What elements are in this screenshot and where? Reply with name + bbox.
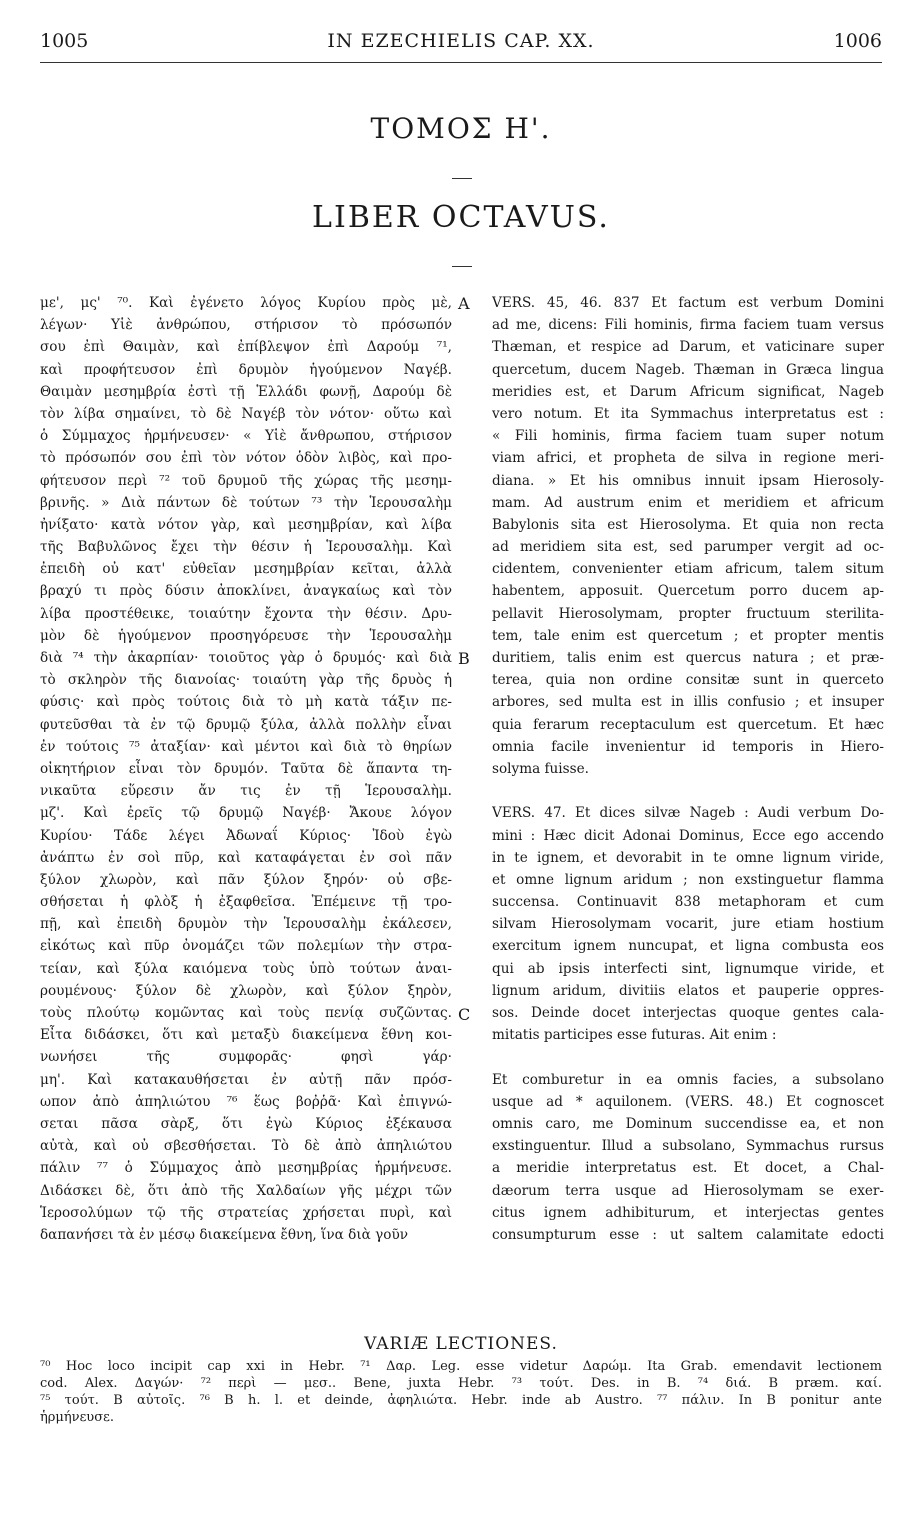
greek-text-line: σθήσεται ἡ φλὸξ ἡ ἐξαφθεῖσα. Ἐπέμεινε τῇ τρο- [40, 894, 452, 911]
latin-text-line: ad meridiem sita est, sed parumper vergit ad oc- [492, 539, 884, 556]
latin-text-line: tem, tale enim est quercetum ; et propter mentis [492, 627, 884, 644]
greek-text-line: οἰκητήριον εἶναι τὸν δρυμόν. Ταῦτα δὲ ἅπαντα τη- [40, 760, 452, 777]
latin-text-line: lignum aridum, divitiis elatos et pauperie oppres- [492, 982, 884, 999]
note-line: ⁷⁵ τούτ. B αὐτοῖς. ⁷⁶ B h. l. et deinde, ἀφηλιώτα. Hebr. inde ab Austro. ⁷⁷ πάλιν. In B ponitur ante [40, 1393, 882, 1408]
latin-column [492, 292, 884, 1246]
latin-text-line: omnis caro, me Dominum succendisse ea, et non [492, 1115, 884, 1132]
greek-text-line: διὰ ⁷⁴ τὴν ἀκαρπίαν· τοιοῦτος γὰρ ὁ δρυμός· καὶ διὰ [40, 650, 452, 666]
greek-text-line: αὐτὰ, καὶ οὐ σβεσθήσεται. Τὸ δὲ ἀπὸ ἀπηλιώτου [40, 1138, 452, 1155]
latin-paragraph-1 [492, 292, 884, 780]
liber-heading: LIBER OCTAVUS. [312, 200, 610, 235]
latin-text-line: quercetum, ducem Nageb. Thæman in Græca lingua [492, 361, 884, 378]
latin-text-line: meridies est, et Darum Africum significat, Nageb [492, 383, 884, 400]
margin-letter-b: B [458, 649, 470, 668]
latin-text-line: exstinguentur. Illud a subsolano, Symmachus rursus [492, 1138, 884, 1155]
latin-text-line: succensa. Continuavit 838 metaphoram et cum [492, 894, 884, 911]
latin-text-line: a meridie interpretatus est. Et docet, a Chal- [492, 1160, 884, 1177]
latin-text-line: solyma fuisse. [492, 760, 589, 777]
greek-text-line: ρουμένους· ξύλον δὲ χλωρὸν, καὶ ξύλον ξηρὸν, [40, 982, 452, 999]
latin-text-line: vero notum. Et ita Symmachus interpretatus est : [492, 405, 884, 422]
greek-text-line: ωπον ἀπὸ ἀπηλιώτου ⁷⁶ ἕως βοῤῥᾶ· Καὶ ἐπιγνώ- [40, 1093, 452, 1110]
latin-text-line: mam. Ad austrum enim et meridiem et africum [492, 494, 884, 511]
greek-text-line: τῆς Βαβυλῶνος ἔχει τὴν θέσιν ἡ Ἱερουσαλὴμ. Καὶ [40, 539, 452, 556]
greek-text-line: Ἱεροσολύμων τῷ τῆς στρατείας χρήσεται πυρὶ, καὶ [40, 1204, 452, 1221]
latin-text-line: VERS. 45, 46. 837 Et factum est verbum Domini [492, 295, 884, 311]
latin-text-line: mitatis participes esse futuras. Ait enim : [492, 1027, 777, 1044]
note-line: ἡρμήνευσε. [40, 1410, 114, 1425]
greek-text-line: ξύλον χλωρὸν, καὶ πᾶν ξύλον ξηρόν· οὐ σβε- [40, 871, 452, 888]
latin-text-line: terea, quia non ordine consitæ sunt in querceto [492, 672, 884, 689]
latin-text-line: consumpturum esse : ut saltem calamitate edocti [492, 1226, 884, 1243]
latin-text-line: « Fili hominis, firma faciem tuam super notum [492, 428, 884, 445]
variae-lectiones-notes [40, 1358, 882, 1426]
greek-text-line: μζ'. Καὶ ἐρεῖς τῷ δρυμῷ Ναγέβ· Ἄκουε λόγον [40, 805, 452, 822]
greek-text-line: λέγων· Υἱὲ ἀνθρώπου, στήρισον τὸ πρόσωπόν [40, 317, 452, 334]
separator-dash [452, 178, 472, 179]
latin-text-line: dæorum terra usque ad Hierosolymam se exer- [492, 1182, 884, 1199]
latin-text-line: citus ignem adhibiturum, et interjectas gentes [492, 1204, 884, 1221]
greek-text-line: φήτευσον περὶ ⁷² τοῦ δρυμοῦ τῆς χώρας τῆς μεσημ- [40, 472, 452, 489]
latin-text-line: Babylonis sita est Hierosolyma. Et quia non recta [492, 516, 884, 533]
greek-text-line: ἐπειδὴ οὐ κατ' εὐθεῖαν μεσημβρίαν κεῖται, ἀλλὰ [40, 561, 452, 578]
greek-text-line: καὶ προφήτευσον ἐπὶ δρυμὸν ἡγούμενον Ναγέβ. [40, 361, 452, 378]
greek-text-line: με', μς' ⁷⁰. Καὶ ἐγένετο λόγος Κυρίου πρὸς μὲ, [40, 295, 452, 311]
latin-text-line: in te ignem, et devorabit in te omne lignum viride, [492, 849, 884, 866]
greek-text-line: ὁ Σύμμαχος ἡρμήνευσεν· « Υἱὲ ἄνθρωπου, στήρισον [40, 428, 452, 445]
page-number-left: 1005 [40, 30, 89, 52]
note-line: ⁷⁰ Hoc loco incipit cap xxi in Hebr. ⁷¹ Δαρ. Leg. esse videtur Δαρώμ. Ita Grab. emendavit lectionem [40, 1359, 882, 1374]
latin-text-line: sos. Deinde docet interjectas quoque gentes cala- [492, 1005, 884, 1021]
greek-text-line: τοὺς πλούτῳ κομῶντας καὶ τοὺς πενίᾳ συζῶντας. [40, 1005, 452, 1021]
greek-text-line: φυτεῦσθαι τὰ ἐν τῷ δρυμῷ ξύλα, ἀλλὰ πολλὴν εἶναι [40, 716, 452, 733]
greek-text-line: πῇ, καὶ ἐπειδὴ δρυμὸν τὴν Ἱερουσαλὴμ ἐκάλεσεν, [40, 916, 452, 933]
latin-text-line: Thæman, et respice ad Darum, et vaticinare super [492, 339, 884, 356]
latin-text-line: diana. » Et his omnibus innuit ipsam Hierosoly- [492, 472, 884, 489]
greek-text-line: τείαν, καὶ ξύλα καιόμενα τοὺς ὑπὸ τούτων ἀναι- [40, 960, 452, 977]
latin-paragraph-3 [492, 1069, 884, 1247]
greek-text-line: εἰκότως καὶ πῦρ ὀνομάζει τῶν πολεμίων τὴν στρα- [40, 938, 452, 955]
greek-text-line: Εἶτα διδάσκει, ὅτι καὶ μεταξὺ διακείμενα ἔθνη κοι- [40, 1027, 452, 1044]
greek-text-line: πάλιν ⁷⁷ ὁ Σύμμαχος ἀπὸ μεσημβρίας ἡρμήνευσε. [40, 1160, 452, 1177]
greek-text-line: μη'. Καὶ κατακαυθήσεται ἐν αὐτῇ πᾶν πρόσ- [40, 1071, 452, 1088]
note-line: cod. Alex. Δαγών· ⁷² περὶ — μεσ.. Bene, juxta Hebr. ⁷³ τούτ. Des. in B. ⁷⁴ διά. B præm. καί. [40, 1376, 882, 1391]
latin-paragraph-2 [492, 802, 884, 1046]
variae-lectiones-title: VARIÆ LECTIONES. [364, 1334, 558, 1354]
latin-text-line: duritiem, talis enim est quercus natura ; et præ- [492, 650, 884, 666]
latin-text-line: qui ab ipsis interfecti sint, lignumque viride, et [492, 960, 884, 977]
greek-text-line: τὸ πρόσωπόν σου ἐπὶ τὸν νότον ὁδὸν λιβὸς, καὶ προ- [40, 450, 452, 467]
latin-text-line: exercitum ignem nuncupat, et ligna combusta eos [492, 938, 884, 955]
greek-text-line: βραχύ τι πρὸς δύσιν ἀποκλίνει, ἀναγκαίως καὶ τὸν [40, 583, 452, 600]
greek-text-line: λίβα προστέθεικε, τοιαύτην ἔχοντα τὴν θέσιν. Δρυ- [40, 605, 452, 622]
greek-text-line: βρινῆς. » Διὰ πάντων δὲ τούτων ⁷³ τὴν Ἱερουσαλὴμ [40, 494, 452, 511]
latin-text-line: VERS. 47. Et dices silvæ Nageb : Audi verbum Do- [492, 805, 884, 822]
greek-text-line: σου ἐπὶ Θαιμὰν, καὶ ἐπίβλεψον ἐπὶ Δαρούμ ⁷¹, [40, 339, 452, 356]
latin-text-line: cidentem, convenienter etiam africum, talem situm [492, 561, 884, 578]
greek-text-line: Διδάσκει δὲ, ὅτι ἀπὸ τῆς Χαλδαίων γῆς μέχρι τῶν [40, 1182, 452, 1199]
latin-text-line: ad me, dicens: Fili hominis, firma faciem tuam versus [492, 317, 884, 334]
page-header [0, 30, 922, 60]
latin-text-line: usque ad * aquilonem. (VERS. 48.) Et cognoscet [492, 1093, 884, 1110]
latin-text-line: arbores, sed multa est in illis confusio ; et insuper [492, 694, 884, 711]
greek-text-line: μὸν δὲ ἡγούμενον προσηγόρευσε τὴν Ἱερουσαλὴμ [40, 627, 452, 644]
greek-text-line: σεται πᾶσα σὰρξ, ὅτι ἐγὼ Κύριος ἐξέκαυσα [40, 1115, 452, 1132]
greek-text-line: τὸ σκληρὸν τῆς διανοίας· τοιαύτη γὰρ τῆς δρυὸς ἡ [40, 672, 452, 689]
margin-letter-a: A [458, 294, 470, 313]
latin-text-line: pellavit Hierosolymam, propter fructuum sterilita- [492, 605, 884, 622]
separator-dash [452, 266, 472, 267]
greek-text-line: νικαῦτα εὕρεσιν ἄν τις ἐν τῇ Ἱερουσαλὴμ. [40, 783, 452, 800]
greek-text-line: φύσις· καὶ πρὸς τούτοις διὰ τὸ μὴ κατὰ τάξιν πε- [40, 694, 452, 711]
greek-text-line: νωνήσει τῆς συμφορᾶς· φησὶ γάρ· [40, 1049, 452, 1066]
greek-column [40, 292, 452, 1246]
greek-text-line: ἠνίξατο· κατὰ νότον γὰρ, καὶ μεσημβρίαν, καὶ λίβα [40, 516, 452, 533]
header-rule [40, 62, 882, 63]
greek-text-line: Θαιμὰν μεσημβρία ἐστὶ τῇ Ἑλλάδι φωνῇ, Δαρούμ δὲ [40, 383, 452, 400]
latin-text-line: quia ferarum receptaculum est quercetum. Et hæc [492, 716, 884, 733]
greek-text-line: ἀνάπτω ἐν σοὶ πῦρ, καὶ καταφάγεται ἐν σοὶ πᾶν [40, 849, 452, 866]
greek-text-line: Κυρίου· Τάδε λέγει Ἀδωναΐ Κύριος· Ἰδοὺ ἐγὼ [40, 827, 452, 844]
latin-text-line: habentem, apposuit. Quercetum porro ducem ap- [492, 583, 884, 600]
greek-text-line: τὸν λίβα σημαίνει, τὸ δὲ Ναγέβ τὸν νότον· οὕτω καὶ [40, 405, 452, 422]
tomos-heading: ΤΟΜΟΣ Η'. [370, 112, 552, 145]
latin-text-line: et omne lignum aridum ; non exstinguetur flamma [492, 871, 884, 888]
page-number-right: 1006 [833, 30, 882, 52]
latin-text-line: viam africi, et propheta de silva in regione meri- [492, 450, 884, 467]
greek-text-line: δαπανήσει τὰ ἐν μέσῳ διακείμενα ἔθνη, ἵνα διὰ γοῦν [40, 1226, 409, 1243]
latin-text-line: silvam Hierosolymam vocarit, jure etiam hostium [492, 916, 884, 933]
running-title: IN EZECHIELIS CAP. XX. [327, 30, 595, 52]
latin-text-line: mini : Hæc dicit Adonai Dominus, Ecce ego accendo [492, 827, 884, 844]
greek-text-line: ἐν τούτοις ⁷⁵ ἀταξίαν· καὶ μέντοι καὶ διὰ τὸ θηρίων [40, 738, 452, 755]
latin-text-line: omnia facile invenientur id temporis in Hiero- [492, 738, 884, 755]
margin-letter-c: C [458, 1005, 471, 1024]
latin-text-line: Et comburetur in ea omnis facies, a subsolano [492, 1071, 884, 1088]
